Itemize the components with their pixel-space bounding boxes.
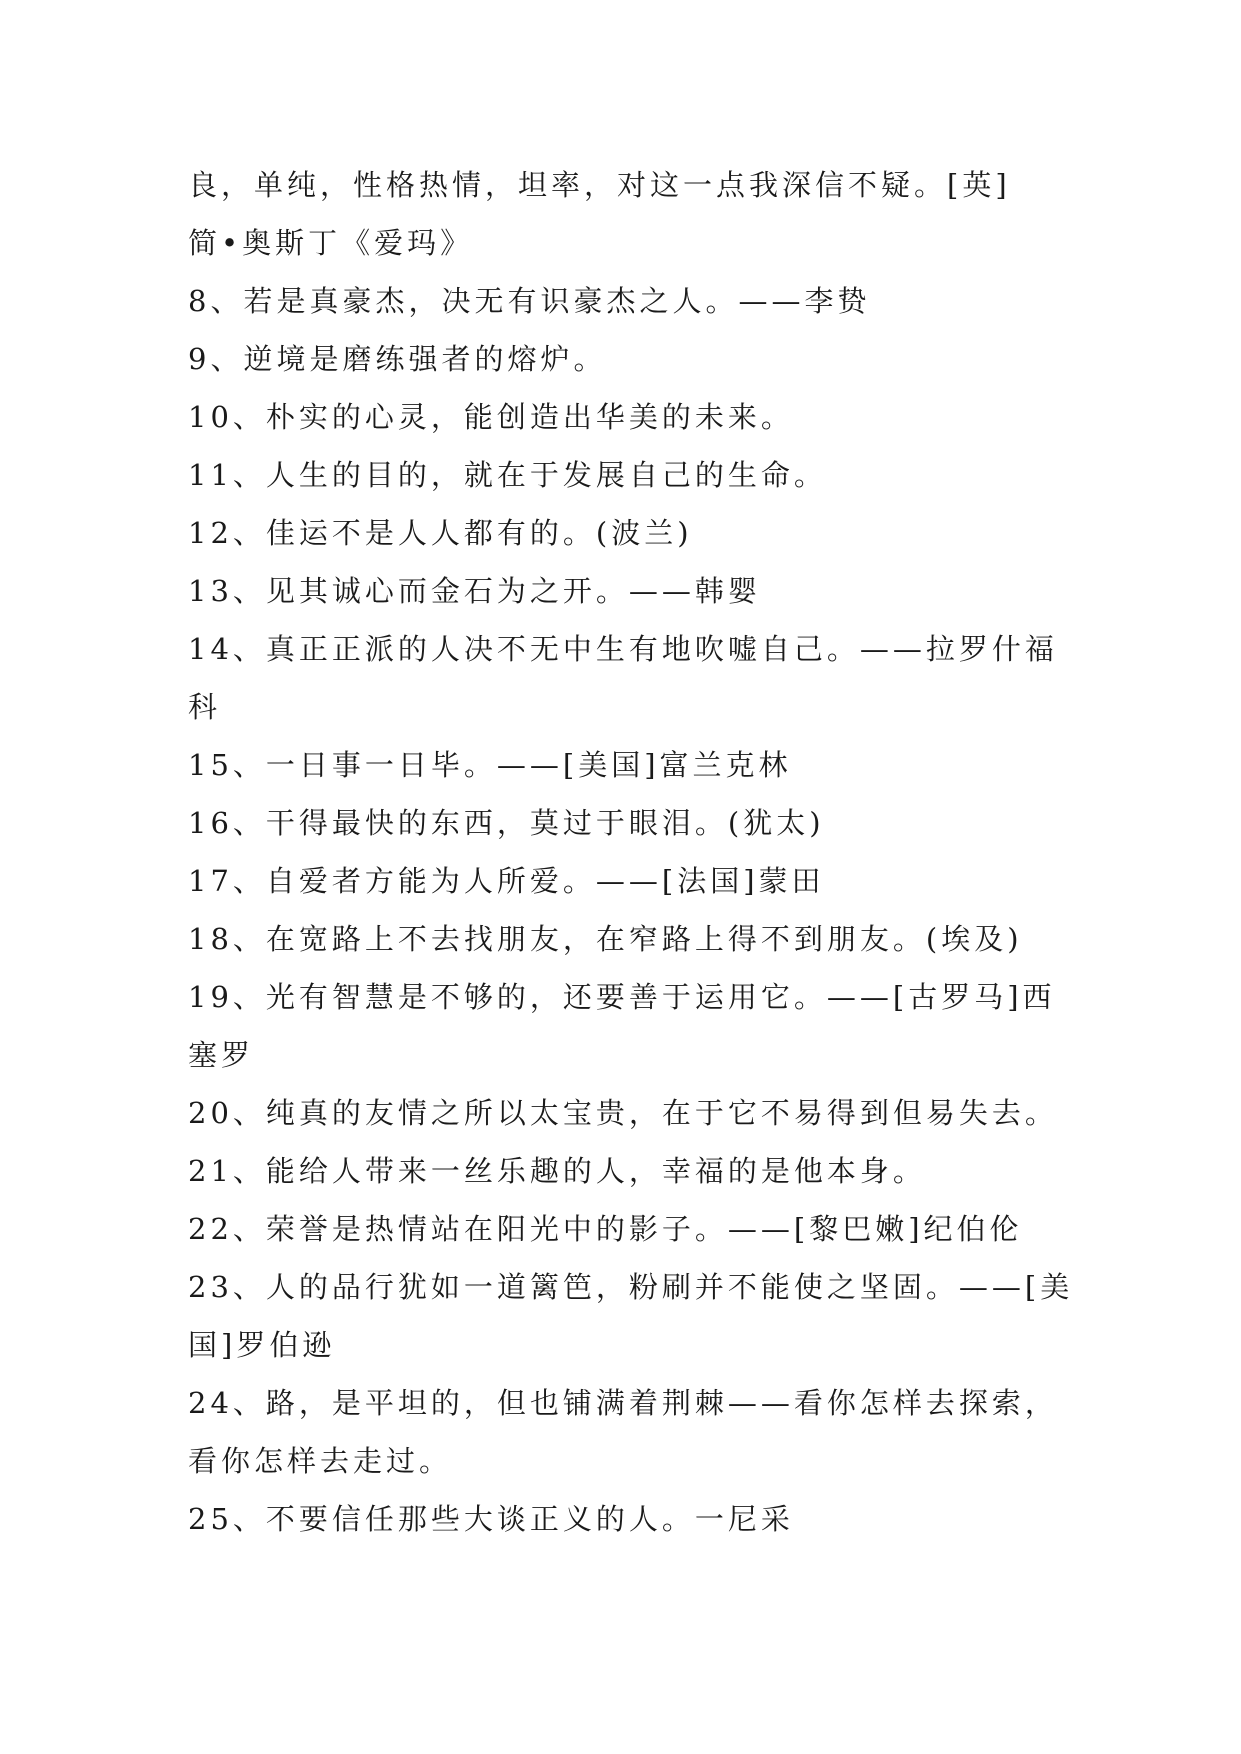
quote-list xyxy=(188,156,1088,1548)
quote-item: 10、朴实的心灵，能创造出华美的未来。 xyxy=(188,400,794,434)
quote-item: 12、佳运不是人人都有的。(波兰) xyxy=(188,516,693,550)
quote-item: 18、在宽路上不去找朋友，在窄路上得不到朋友。(埃及) xyxy=(188,922,1023,956)
text-line: 简•奥斯丁《爱玛》 xyxy=(188,226,474,260)
quote-item-continuation: 看你怎样去走过。 xyxy=(188,1444,453,1478)
quote-item: 8、若是真豪杰，决无有识豪杰之人。——李贽 xyxy=(188,284,871,318)
quote-item-continuation: 塞罗 xyxy=(188,1038,255,1072)
quote-item: 19、光有智慧是不够的，还要善于运用它。——[古罗马]西 xyxy=(188,980,1056,1014)
quote-item-continuation: 科 xyxy=(188,690,222,724)
quote-item: 16、干得最快的东西，莫过于眼泪。(犹太) xyxy=(188,806,825,840)
quote-item: 24、路，是平坦的，但也铺满着荆棘——看你怎样去探索， xyxy=(188,1386,1058,1420)
quote-item: 17、自爱者方能为人所爱。——[法国]蒙田 xyxy=(188,864,825,898)
quote-item: 14、真正正派的人决不无中生有地吹嘘自己。——拉罗什福 xyxy=(188,632,1058,666)
quote-item: 23、人的品行犹如一道篱笆，粉刷并不能使之坚固。——[美 xyxy=(188,1270,1074,1304)
quote-item: 20、纯真的友情之所以太宝贵，在于它不易得到但易失去。 xyxy=(188,1096,1058,1130)
quote-item: 9、逆境是磨练强者的熔炉。 xyxy=(188,342,607,376)
quote-item: 11、人生的目的，就在于发展自己的生命。 xyxy=(188,458,827,492)
quote-item: 15、一日事一日毕。——[美国]富兰克林 xyxy=(188,748,792,782)
quote-item: 13、见其诚心而金石为之开。——韩婴 xyxy=(188,574,761,608)
quote-item: 25、不要信任那些大谈正义的人。一尼采 xyxy=(188,1502,794,1536)
text-line: 良，单纯，性格热情，坦率，对这一点我深信不疑。[英] xyxy=(188,168,1011,202)
quote-item: 22、荣誉是热情站在阳光中的影子。——[黎巴嫩]纪伯伦 xyxy=(188,1212,1023,1246)
quote-item-continuation: 国]罗伯逊 xyxy=(188,1328,336,1362)
quote-item: 21、能给人带来一丝乐趣的人，幸福的是他本身。 xyxy=(188,1154,926,1188)
